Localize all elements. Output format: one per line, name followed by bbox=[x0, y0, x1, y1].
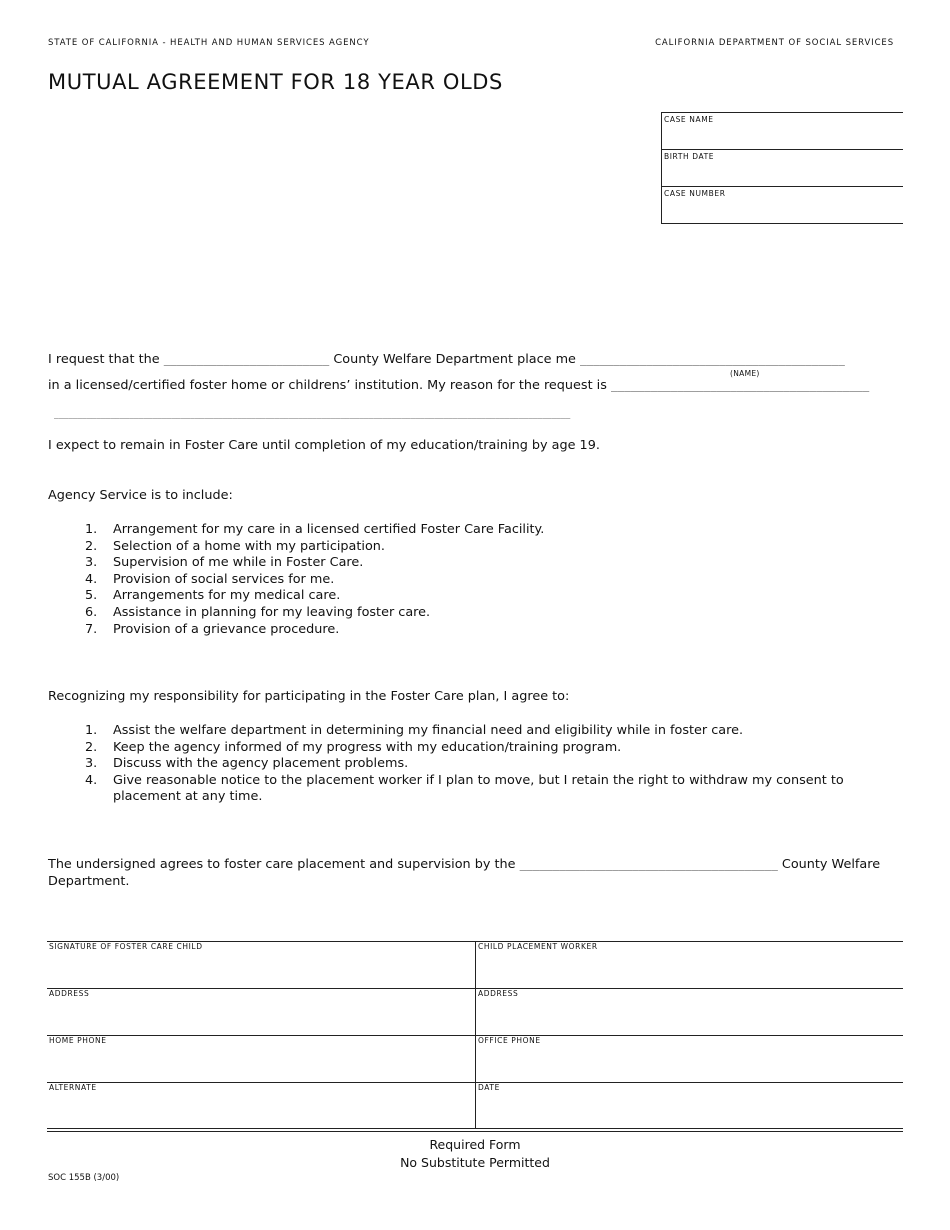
list-item bbox=[48, 605, 544, 622]
alternate-field[interactable] bbox=[47, 1083, 476, 1130]
field-label: ALTERNATE bbox=[49, 1083, 97, 1092]
page-title: MUTUAL AGREEMENT FOR 18 YEAR OLDS bbox=[48, 70, 503, 94]
item-number: 5. bbox=[85, 588, 98, 604]
no-substitute-note: No Substitute Permitted bbox=[400, 1155, 550, 1170]
item-text: Arrangement for my care in a licensed certified Foster Care Facility. bbox=[113, 522, 545, 537]
required-form-note: Required Form bbox=[429, 1137, 521, 1152]
undersigned-line-1 bbox=[48, 857, 880, 872]
list-item bbox=[48, 572, 544, 589]
child-address-field[interactable] bbox=[47, 989, 476, 1036]
responsibility-heading: Recognizing my responsibility for participating in the Foster Care plan, I agree to: bbox=[48, 689, 570, 704]
item-text: Provision of social services for me. bbox=[113, 571, 335, 587]
county-blank-2[interactable]: _______________________________________ bbox=[519, 858, 778, 871]
placement-worker-field[interactable] bbox=[476, 942, 904, 989]
request-text-a: I request that the bbox=[48, 352, 164, 367]
field-label: SIGNATURE OF FOSTER CARE CHILD bbox=[49, 942, 203, 951]
county-blank[interactable]: _________________________ bbox=[163, 353, 330, 366]
list-item bbox=[48, 522, 544, 539]
undersigned-line-2: Department. bbox=[48, 874, 130, 889]
signature-table bbox=[47, 941, 903, 1129]
expect-statement: I expect to remain in Foster Care until completion of my education/training by age 19. bbox=[48, 438, 600, 453]
item-number: 2. bbox=[85, 538, 98, 554]
reason-blank-2[interactable]: ______________________________________________________________________________________________________________ bbox=[54, 410, 571, 419]
item-text: Provision of a grievance procedure. bbox=[113, 621, 340, 637]
case-name-label: CASE NAME bbox=[664, 115, 714, 124]
case-info-box bbox=[661, 112, 903, 224]
name-blank[interactable]: ________________________________________ bbox=[580, 353, 845, 366]
field-label: ADDRESS bbox=[49, 989, 90, 998]
item-number: 3. bbox=[85, 756, 98, 772]
item-number: 2. bbox=[85, 739, 98, 755]
undersigned-text-b: County Welfare bbox=[777, 857, 881, 872]
agency-service-heading: Agency Service is to include: bbox=[48, 488, 233, 503]
home-phone-field[interactable] bbox=[47, 1036, 476, 1083]
list-item bbox=[48, 588, 544, 605]
list-item bbox=[48, 723, 844, 740]
undersigned-text-a: The undersigned agrees to foster care placement and supervision by the bbox=[48, 857, 520, 872]
case-name-field[interactable] bbox=[661, 112, 903, 149]
name-caption: (NAME) bbox=[730, 369, 760, 378]
request-text-b: County Welfare Department place me bbox=[329, 352, 580, 367]
department-name: CALIFORNIA DEPARTMENT OF SOCIAL SERVICES bbox=[655, 38, 894, 48]
field-label: DATE bbox=[478, 1083, 500, 1092]
signature-child-field[interactable] bbox=[47, 942, 476, 989]
case-number-field[interactable] bbox=[661, 186, 903, 224]
request-line-1 bbox=[48, 352, 845, 367]
reason-blank[interactable]: _______________________________________ bbox=[610, 379, 870, 392]
item-number: 6. bbox=[85, 604, 98, 620]
item-text: placement at any time. bbox=[113, 789, 263, 805]
worker-address-field[interactable] bbox=[476, 989, 904, 1036]
agency-name: STATE OF CALIFORNIA - HEALTH AND HUMAN SERVICES AGENCY bbox=[48, 38, 370, 48]
footer-divider bbox=[47, 1128, 903, 1132]
birth-date-field[interactable] bbox=[661, 149, 903, 186]
item-text: Supervision of me while in Foster Care. bbox=[113, 555, 364, 571]
list-item bbox=[48, 789, 844, 806]
item-number: 4. bbox=[85, 772, 98, 788]
list-item bbox=[48, 555, 544, 572]
item-number: 3. bbox=[85, 555, 98, 571]
list-item bbox=[48, 773, 844, 790]
item-text: Selection of a home with my participation. bbox=[113, 538, 385, 554]
birth-date-label: BIRTH DATE bbox=[664, 152, 715, 161]
field-label: CHILD PLACEMENT WORKER bbox=[478, 942, 598, 951]
field-label: ADDRESS bbox=[478, 989, 519, 998]
request-line-3 bbox=[54, 406, 570, 421]
item-text: Keep the agency informed of my progress with my education/training program. bbox=[113, 739, 622, 755]
item-number: 4. bbox=[85, 571, 98, 587]
list-item bbox=[48, 539, 544, 556]
item-text: Assist the welfare department in determining my financial need and eligibility while in foster care. bbox=[113, 723, 744, 738]
field-label: OFFICE PHONE bbox=[478, 1036, 541, 1045]
field-label: HOME PHONE bbox=[49, 1036, 107, 1045]
list-item bbox=[48, 622, 544, 639]
item-number: 1. bbox=[85, 522, 98, 537]
request-line-2 bbox=[48, 378, 869, 393]
item-text: Discuss with the agency placement problems. bbox=[113, 756, 409, 772]
item-number: 1. bbox=[85, 723, 98, 738]
list-item bbox=[48, 740, 844, 757]
office-phone-field[interactable] bbox=[476, 1036, 904, 1083]
list-item bbox=[48, 756, 844, 773]
reason-text: in a licensed/certified foster home or childrens’ institution. My reason for the request is bbox=[48, 378, 611, 393]
item-text: Arrangements for my medical care. bbox=[113, 588, 341, 604]
item-number: 7. bbox=[85, 621, 98, 637]
item-text: Give reasonable notice to the placement worker if I plan to move, but I retain the right to withdraw my consent to bbox=[113, 772, 844, 788]
agency-service-list bbox=[48, 522, 544, 638]
case-number-label: CASE NUMBER bbox=[664, 189, 726, 198]
form-number: SOC 155B (3/00) bbox=[48, 1173, 120, 1183]
item-text: Assistance in planning for my leaving foster care. bbox=[113, 604, 431, 620]
responsibility-list bbox=[48, 723, 844, 806]
date-field[interactable] bbox=[476, 1083, 904, 1130]
